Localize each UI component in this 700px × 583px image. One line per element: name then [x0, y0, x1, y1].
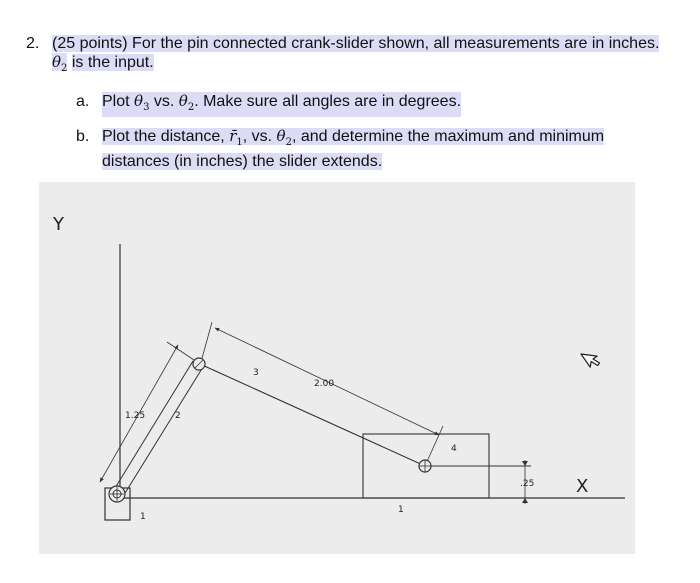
part-b-letter: b. — [76, 128, 90, 145]
crank-link-edge-a — [112, 361, 193, 493]
crank-slider-diagram — [39, 182, 635, 554]
dim-125-label: 1.25 — [125, 411, 146, 421]
crank-slider-figure — [39, 182, 635, 554]
link2-label: 2 — [175, 411, 181, 421]
dim-200-label: 2.00 — [314, 379, 335, 389]
part-a-letter: a. — [76, 93, 90, 110]
problem-text — [52, 34, 672, 78]
problem-text-part2: is the input. — [71, 54, 154, 71]
dim-025-label: .25 — [520, 479, 535, 489]
link1-label-slider: 1 — [398, 505, 404, 515]
dim-025-arrow-bottom — [522, 498, 528, 503]
part-b-text: Plot the distance, $r̄_1$, vs. $\theta_2$, and determine the maximum and minimum distances (in inches) the slider extends. — [102, 127, 605, 170]
link1-label-ground: 1 — [140, 512, 146, 522]
coupler-link — [200, 364, 425, 466]
theta2-symbol: $\theta_2$ — [52, 53, 68, 74]
part-a-text: Plot $\theta_3$ vs. $\theta_2$. Make sure all angles are in degrees. — [102, 92, 461, 117]
link3-label: 3 — [253, 368, 259, 378]
crank-link-edge-b — [122, 367, 203, 498]
x-axis-label: X — [576, 476, 589, 497]
dim-200-extension-top — [201, 322, 212, 362]
y-axis-label: Y — [53, 214, 64, 235]
link4-label: 4 — [451, 444, 457, 454]
problem-text-part1: (25 points) For the pin connected crank-slider shown, all measurements are in inches. — [52, 35, 660, 52]
problem-number: 2. — [26, 35, 40, 52]
mouse-cursor-icon — [581, 347, 602, 369]
dim-025-arrow-top — [522, 461, 528, 466]
